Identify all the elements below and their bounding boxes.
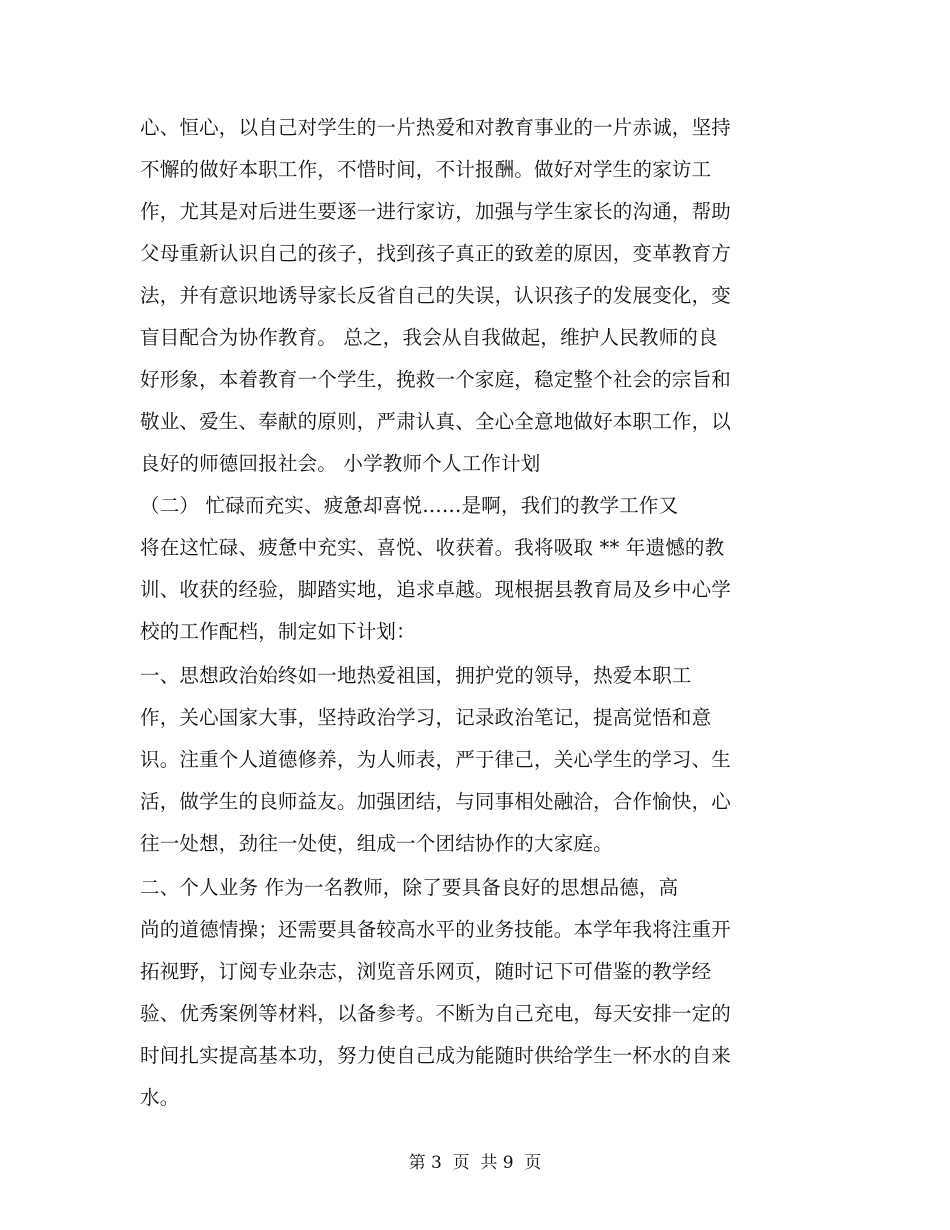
text-line: 一、思想政治始终如一地热爱祖国，拥护党的领导，热爱本职工 [140,664,692,687]
text-line: 校的工作配档，制定如下计划： [140,620,416,643]
text-line: 良好的师德回报社会。 小学教师个人工作计划 [140,452,541,475]
text-line: 拓视野，订阅专业杂志，浏览音乐网页，随时记下可借鉴的教学经 [140,960,712,983]
text-line: 法，并有意识地诱导家长反省自己的失误，认识孩子的发展变化，变 [140,284,732,307]
text-line: 尚的道德情操；还需要具备较高水平的业务技能。本学年我将注重开 [140,918,732,941]
text-line: 心、恒心，以自己对学生的一片热爱和对教育事业的一片赤诚，坚持 [140,116,732,139]
text-line: 训、收获的经验，脚踏实地，追求卓越。现根据县教育局及乡中心学 [140,578,732,601]
text-line: （二） 忙碌而充实、疲惫却喜悦……是啊，我们的教学工作又 [140,494,679,517]
text-line: 将在这忙碌、疲惫中充实、喜悦、收获着。我将吸取 ** 年遗憾的教 [140,536,725,559]
text-line: 时间扎实提高基本功，努力使自己成为能随时供给学生一杯水的自来 [140,1044,732,1067]
text-line: 敬业、爱生、奉献的原则，严肃认真、全心全意地做好本职工作，以 [140,410,732,433]
text-line: 水。 [140,1086,180,1109]
text-line: 作，尤其是对后进生要逐一进行家访，加强与学生家长的沟通，帮助 [140,200,732,223]
text-line: 好形象，本着教育一个学生，挽救一个家庭，稳定整个社会的宗旨和 [140,368,732,391]
text-line: 作，关心国家大事，坚持政治学习，记录政治笔记，提高觉悟和意 [140,706,712,729]
page-number-footer: 第 3 页 共 9 页 [408,1153,542,1173]
text-line: 二、个人业务 作为一名教师，除了要具备良好的思想品德，高 [140,876,679,899]
text-line: 活，做学生的良师益友。加强团结，与同事相处融洽，合作愉快，心 [140,790,732,813]
text-line: 盲目配合为协作教育。 总之，我会从自我做起，维护人民教师的良 [140,326,718,349]
text-line: 不懈的做好本职工作，不惜时间，不计报酬。做好对学生的家访工 [140,158,712,181]
text-line: 往一处想，劲往一处使，组成一个团结协作的大家庭。 [140,832,613,855]
text-line: 父母重新认识自己的孩子，找到孩子真正的致差的原因，变革教育方 [140,242,732,265]
text-line: 识。注重个人道德修养，为人师表，严于律己，关心学生的学习、生 [140,748,732,771]
text-line: 验、优秀案例等材料，以备参考。不断为自己充电，每天安排一定的 [140,1002,732,1025]
